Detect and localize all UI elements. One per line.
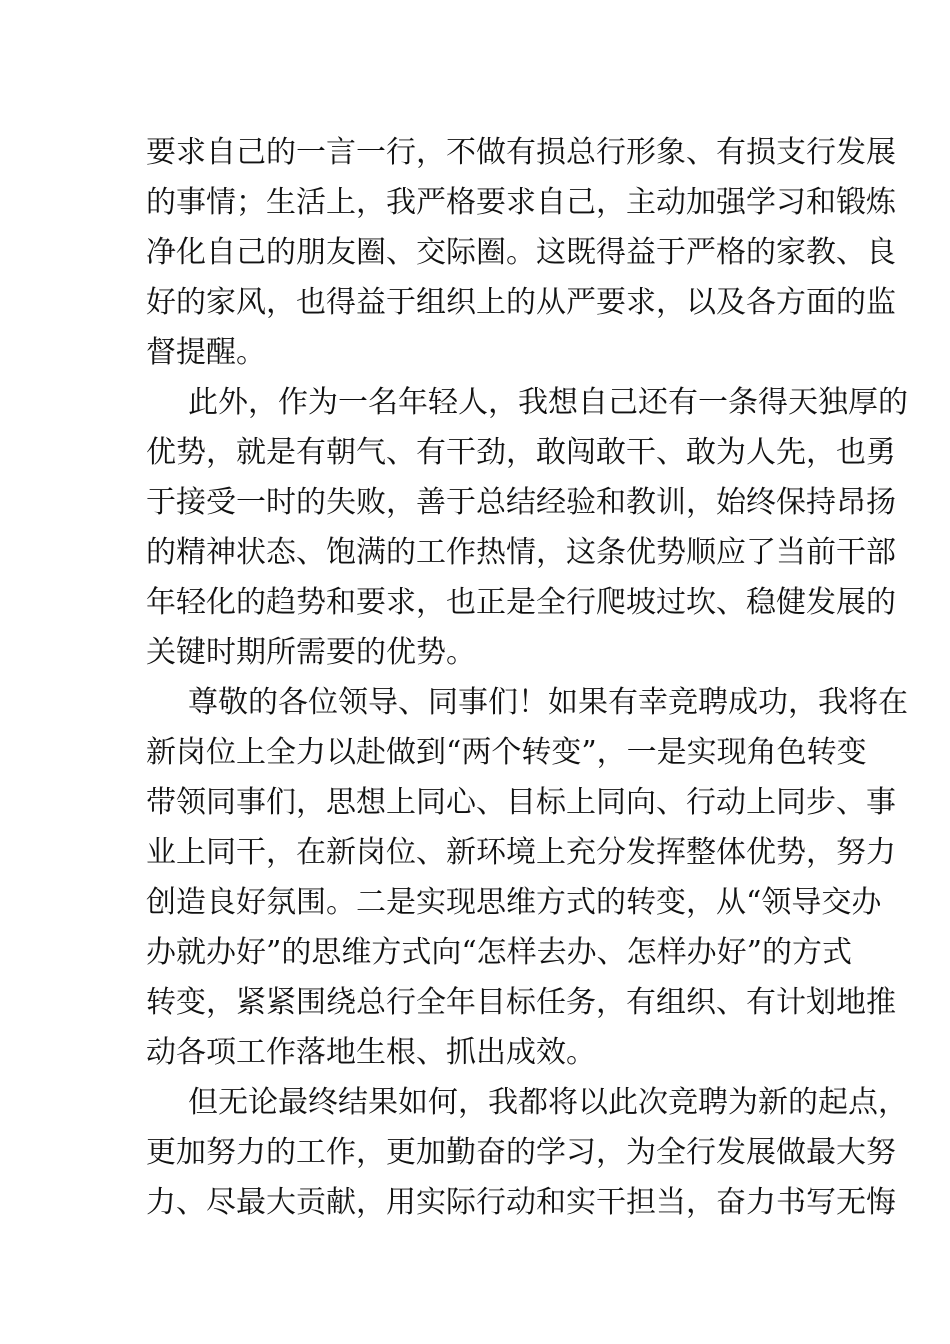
text-line: 更加努力的工作，更加勤奋的学习，为全行发展做最大努 (146, 1135, 896, 1170)
text-line: 净化自己的朋友圈、交际圈。这既得益于严格的家教、良 (146, 235, 896, 270)
text-line: 此外，作为一名年轻人，我想自己还有一条得天独厚的 (188, 385, 908, 420)
paragraph-2 (146, 378, 908, 678)
text-line: 带领同事们，思想上同心、目标上同向、行动上同步、事 (146, 785, 896, 820)
text-line: 优势，就是有朝气、有干劲，敢闯敢干、敢为人先，也勇 (146, 435, 896, 470)
text-line: 的精神状态、饱满的工作热情，这条优势顺应了当前干部 (146, 535, 896, 570)
text-line: 关键时期所需要的优势。 (146, 635, 476, 670)
text-line: 要求自己的一言一行，不做有损总行形象、有损支行发展 (146, 135, 896, 170)
text-line: 力、尽最大贡献，用实际行动和实干担当，奋力书写无悔 (146, 1185, 896, 1220)
text-line: 年轻化的趋势和要求，也正是全行爬坡过坎、稳健发展的 (146, 585, 896, 620)
text-line: 尊敬的各位领导、同事们！如果有幸竞聘成功，我将在 (188, 685, 908, 720)
text-line: 转变，紧紧围绕总行全年目标任务，有组织、有计划地推 (146, 985, 896, 1020)
text-line: 新岗位上全力以赴做到“两个转变”，一是实现角色转变 (146, 735, 867, 770)
text-line: 督提醒。 (146, 335, 266, 370)
text-line: 好的家风，也得益于组织上的从严要求，以及各方面的监 (146, 285, 896, 320)
text-line: 的事情；生活上，我严格要求自己，主动加强学习和锻炼 (146, 185, 896, 220)
paragraph-3 (146, 678, 908, 1078)
paragraph-1 (146, 128, 896, 378)
body-text (146, 128, 908, 1228)
text-line: 创造良好氛围。二是实现思维方式的转变，从“领导交办 (146, 885, 882, 920)
paragraph-4 (146, 1078, 908, 1228)
text-line: 但无论最终结果如何，我都将以此次竞聘为新的起点， (188, 1085, 908, 1120)
text-line: 办就办好”的思维方式向“怎样去办、怎样办好”的方式 (146, 935, 853, 970)
text-line: 动各项工作落地生根、抓出成效。 (146, 1035, 596, 1070)
text-line: 于接受一时的失败，善于总结经验和教训，始终保持昂扬 (146, 485, 896, 520)
text-line: 业上同干，在新岗位、新环境上充分发挥整体优势，努力 (146, 835, 896, 870)
